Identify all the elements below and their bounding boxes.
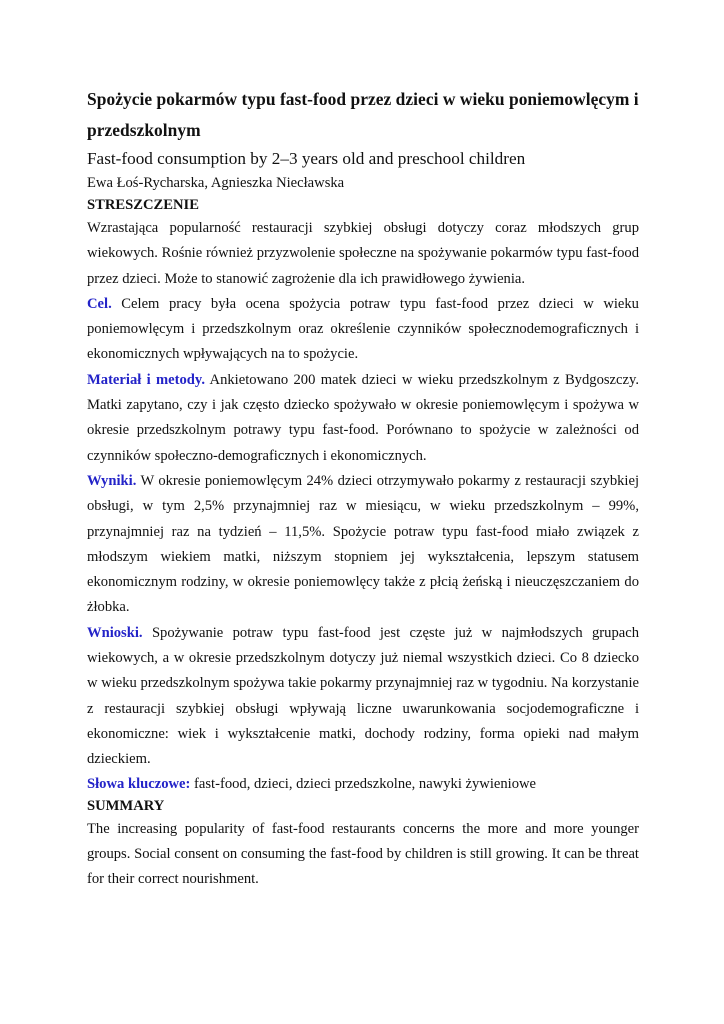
abstract-heading: STRESZCZENIE — [87, 197, 199, 213]
section-label: Materiał i metody. — [87, 371, 206, 388]
keywords-text: fast-food, dzieci, dzieci przedszkolne, nawyki żywieniowe — [194, 775, 537, 792]
section-results — [87, 469, 639, 621]
section-methods — [87, 368, 639, 469]
section-aim — [87, 292, 639, 368]
summary-text: The increasing popularity of fast-food restaurants concerns the more and more younger groups. Social consent on consuming the fast-food by children is still growing. It can be threat for their correct nourishment. — [87, 820, 639, 888]
english-title: Fast-food consumption by 2–3 years old and preschool children — [87, 149, 526, 168]
authors: Ewa Łoś-Rycharska, Agnieszka Niecławska — [87, 175, 345, 191]
article — [87, 84, 639, 892]
summary-heading: SUMMARY — [87, 797, 165, 814]
abstract-intro: Wzrastająca popularność restauracji szybkiej obsługi dotyczy coraz młodszych grup wiekowych. Rośnie również przyzwolenie społeczne na spożywanie pokarmów typu fast-food przez dzieci. Może to stanowić zagrożenie dla ich prawidłowego żywienia. — [87, 220, 639, 287]
keywords-label: Słowa kluczowe: — [87, 775, 191, 792]
section-text: W okresie poniemowlęcym 24% dzieci otrzymywało pokarmy z restauracji szybkiej obsługi, w tym 2,5% przynajmniej raz w miesiącu, w wieku przedszkolnym – 99%, przynajmniej raz na tydzień – 11,5%. Spożycie potraw typu fast-food miało związek z młodszym wiekiem matki, niższym stopniem jej wykształcenia, lepszym statusem ekonomicznym rodziny, w okresie poniemowlęcy także z płcią żeńską i nieuczęszczaniem do żłobka. — [87, 472, 639, 616]
section-text: Spożywanie potraw typu fast-food jest częste już w najmłodszych grupach wiekowych, a w okresie przedszkolnym dotyczy już niemal wszystkich dzieci. Co 8 dziecko w wieku przedszkolnym spożywa takie pokarmy przynajmniej raz w tygodniu. Na korzystanie z restauracji szybkiej obsługi wpływają liczne uwarunkowania socjodemograficzne i ekonomiczne: wiek i wykształcenie matki, dochody rodziny, forma opieki nad małym dzieckiem. — [87, 624, 640, 768]
keywords — [87, 773, 639, 795]
section-text: Celem pracy była ocena spożycia potraw typu fast-food przez dzieci w wieku poniemowlęcym i przedszkolnym oraz określenie czynników społecznodemograficznych i ekonomicznych wpływających na to spożycie. — [87, 295, 639, 363]
article-title: Spożycie pokarmów typu fast-food przez dzieci w wieku poniemowlęcym i przedszkolnym — [87, 89, 639, 140]
section-label: Cel. — [87, 295, 112, 312]
section-label: Wnioski. — [87, 624, 143, 641]
section-conclusions — [87, 621, 639, 773]
section-label: Wyniki. — [87, 472, 137, 489]
section-text: Ankietowano 200 matek dzieci w wieku przedszkolnym z Bydgoszczy. Matki zapytano, czy i jak często dziecko spożywało w okresie poniemowlęcym i spożywa w okresie przedszkolnym potrawy typu fast-food. Porównano to spożycie w zależności od czynników społeczno-demograficznych i ekonomicznych. — [87, 371, 639, 464]
